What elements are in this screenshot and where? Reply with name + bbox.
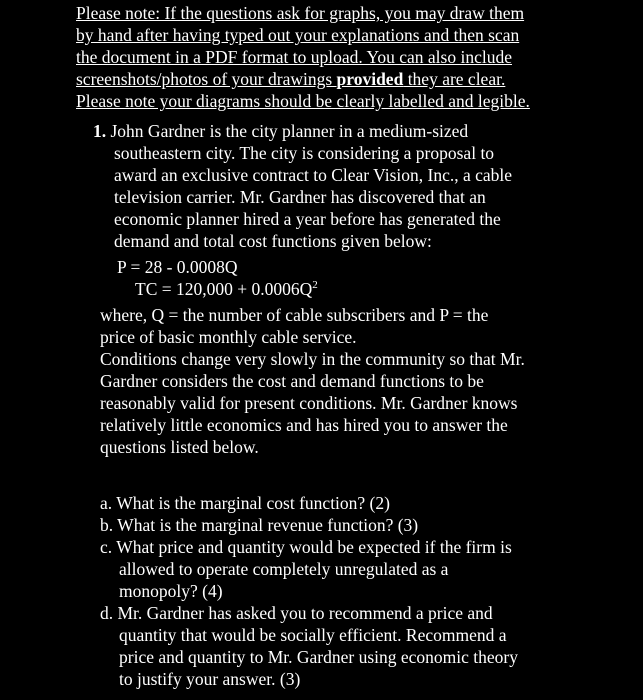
instructions-note <box>76 2 636 112</box>
explanation-line: Gardner considers the cost and demand functions to be <box>100 371 484 391</box>
note-text: they are clear. <box>403 69 506 89</box>
explanation-line: where, Q = the number of cable subscribers and P = the <box>100 305 489 325</box>
question-intro-line: southeastern city. The city is considering a proposal to <box>114 143 495 163</box>
sub-question-c-cont: monopoly? (4) <box>119 581 223 601</box>
note-line: the document in a PDF format to upload. You can also include <box>76 47 512 67</box>
explanation-line: Conditions change very slowly in the community so that Mr. <box>100 349 525 369</box>
sub-question-b: b. What is the marginal revenue function? (3) <box>100 515 419 535</box>
sub-questions <box>93 492 638 690</box>
question-text: John Gardner is the city planner in a medium-sized <box>110 121 469 141</box>
demand-equation: P = 28 - 0.0008Q <box>117 257 238 277</box>
cost-equation <box>93 278 638 300</box>
cost-equation-text: TC = 120,000 + 0.0006Q <box>135 279 313 299</box>
question-intro-line <box>93 120 638 142</box>
sub-question-c: c. What price and quantity would be expected if the firm is <box>100 537 512 557</box>
sub-question-c-cont: allowed to operate completely unregulated as a <box>119 559 449 579</box>
sub-question-d-cont: to justify your answer. (3) <box>119 669 301 689</box>
explanation-line: questions listed below. <box>100 437 259 457</box>
cost-equation-exponent: 2 <box>312 279 318 292</box>
note-line <box>76 68 636 90</box>
question-1 <box>93 120 638 690</box>
explanation-line: relatively little economics and has hired you to answer the <box>100 415 508 435</box>
note-text: screenshots/photos of your drawings <box>76 69 337 89</box>
question-intro-line: television carrier. Mr. Gardner has discovered that an <box>114 187 486 207</box>
note-line: by hand after having typed out your explanations and then scan <box>76 25 520 45</box>
sub-question-a: a. What is the marginal cost function? (2) <box>100 493 390 513</box>
explanation-line: price of basic monthly cable service. <box>100 327 357 347</box>
note-line: Please note: If the questions ask for graphs, you may draw them <box>76 3 525 23</box>
sub-question-d-cont: price and quantity to Mr. Gardner using economic theory <box>119 647 518 667</box>
sub-question-d-cont: quantity that would be socially efficient. Recommend a <box>119 625 507 645</box>
note-emphasis: provided <box>336 69 404 89</box>
question-number: 1. <box>93 121 107 141</box>
explanation-line: reasonably valid for present conditions. Mr. Gardner knows <box>100 393 518 413</box>
question-intro-line: economic planner hired a year before has generated the <box>114 209 501 229</box>
note-line: Please note your diagrams should be clearly labelled and legible. <box>76 91 530 111</box>
sub-question-d: d. Mr. Gardner has asked you to recommend a price and <box>100 603 493 623</box>
question-intro-line: award an exclusive contract to Clear Vision, Inc., a cable <box>114 165 513 185</box>
question-intro-line: demand and total cost functions given below: <box>114 231 432 251</box>
